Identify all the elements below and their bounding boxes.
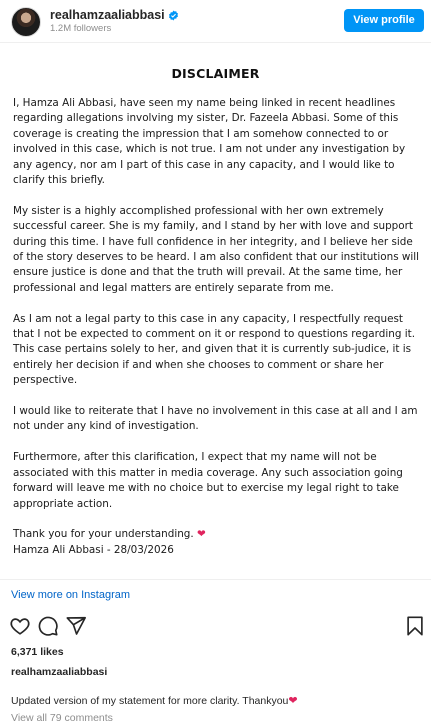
avatar[interactable] bbox=[11, 7, 41, 37]
like-count[interactable]: 6,371 likes bbox=[11, 646, 64, 658]
statement-paragraph: As I am not a legal party to this case in any capacity, I respectfully request that I not be expected to comment on it or respond to questions regarding it. This case pertains solely to her, and given that it is currently sub-judice, it is entirely her decision if and when she chooses to comment or share her perspective. bbox=[13, 312, 415, 387]
bookmark-icon[interactable] bbox=[404, 615, 426, 637]
username-text[interactable]: realhamzaaliabbasi bbox=[50, 8, 165, 22]
view-profile-button[interactable]: View profile bbox=[344, 9, 424, 32]
heart-icon[interactable] bbox=[9, 615, 31, 637]
caption-username[interactable]: realhamzaaliabbasi bbox=[11, 666, 108, 678]
action-bar bbox=[0, 615, 431, 641]
share-icon[interactable] bbox=[65, 615, 87, 637]
caption-text: Updated version of my statement for more clarity. Thankyou bbox=[11, 695, 289, 707]
signature-line: Hamza Ali Abbasi - 28/03/2026 bbox=[13, 543, 174, 556]
statement-body bbox=[13, 96, 421, 558]
disclaimer-title: DISCLAIMER bbox=[171, 66, 260, 81]
thanks-text: Thank you for your understanding. bbox=[13, 528, 194, 541]
statement-paragraph: I would like to reiterate that I have no involvement in this case at all and I am not under any kind of investigation. bbox=[13, 405, 418, 433]
profile-username[interactable] bbox=[50, 8, 179, 22]
view-comments-link[interactable]: View all 79 comments bbox=[11, 712, 113, 724]
statement-paragraph: I, Hamza Ali Abbasi, have seen my name being linked in recent headlines regarding allegations involving my sister, Dr. Fazeela Abbasi. Some of this coverage is creating the impression that I am somehow connected to or involved in this case, which is not true. I am not under any investigation by any agency, nor am I part of this case in any capacity, and I would like to clarify this briefly. bbox=[13, 97, 406, 187]
heart-emoji-icon: ❤ bbox=[197, 528, 206, 541]
view-more-link[interactable]: View more on Instagram bbox=[11, 589, 131, 601]
follower-count: 1.2M followers bbox=[50, 23, 112, 34]
verified-badge-icon bbox=[168, 10, 179, 21]
post-header bbox=[0, 0, 431, 42]
post-image[interactable] bbox=[0, 42, 431, 580]
comment-icon[interactable] bbox=[37, 615, 59, 637]
statement-paragraph: My sister is a highly accomplished professional with her own extremely successful career. She is my family, and I stand by her with love and support during this time. I have full confidence in her integrity, and I believe her side of the story deserves to be heard. I am also confident that our institutions will ensure justice is done and that the truth will prevail. At the same time, her professional and legal matters are entirely separate from me. bbox=[13, 204, 420, 294]
heart-emoji-icon: ❤ bbox=[288, 695, 298, 707]
statement-paragraph: Furthermore, after this clarification, I expect that my name will not be associated with this matter in media coverage. Any such association going forward will leave me with no choice but to exercise my legal right to take appropriate action. bbox=[13, 451, 403, 510]
caption bbox=[11, 694, 298, 707]
thanks-line bbox=[13, 527, 421, 542]
